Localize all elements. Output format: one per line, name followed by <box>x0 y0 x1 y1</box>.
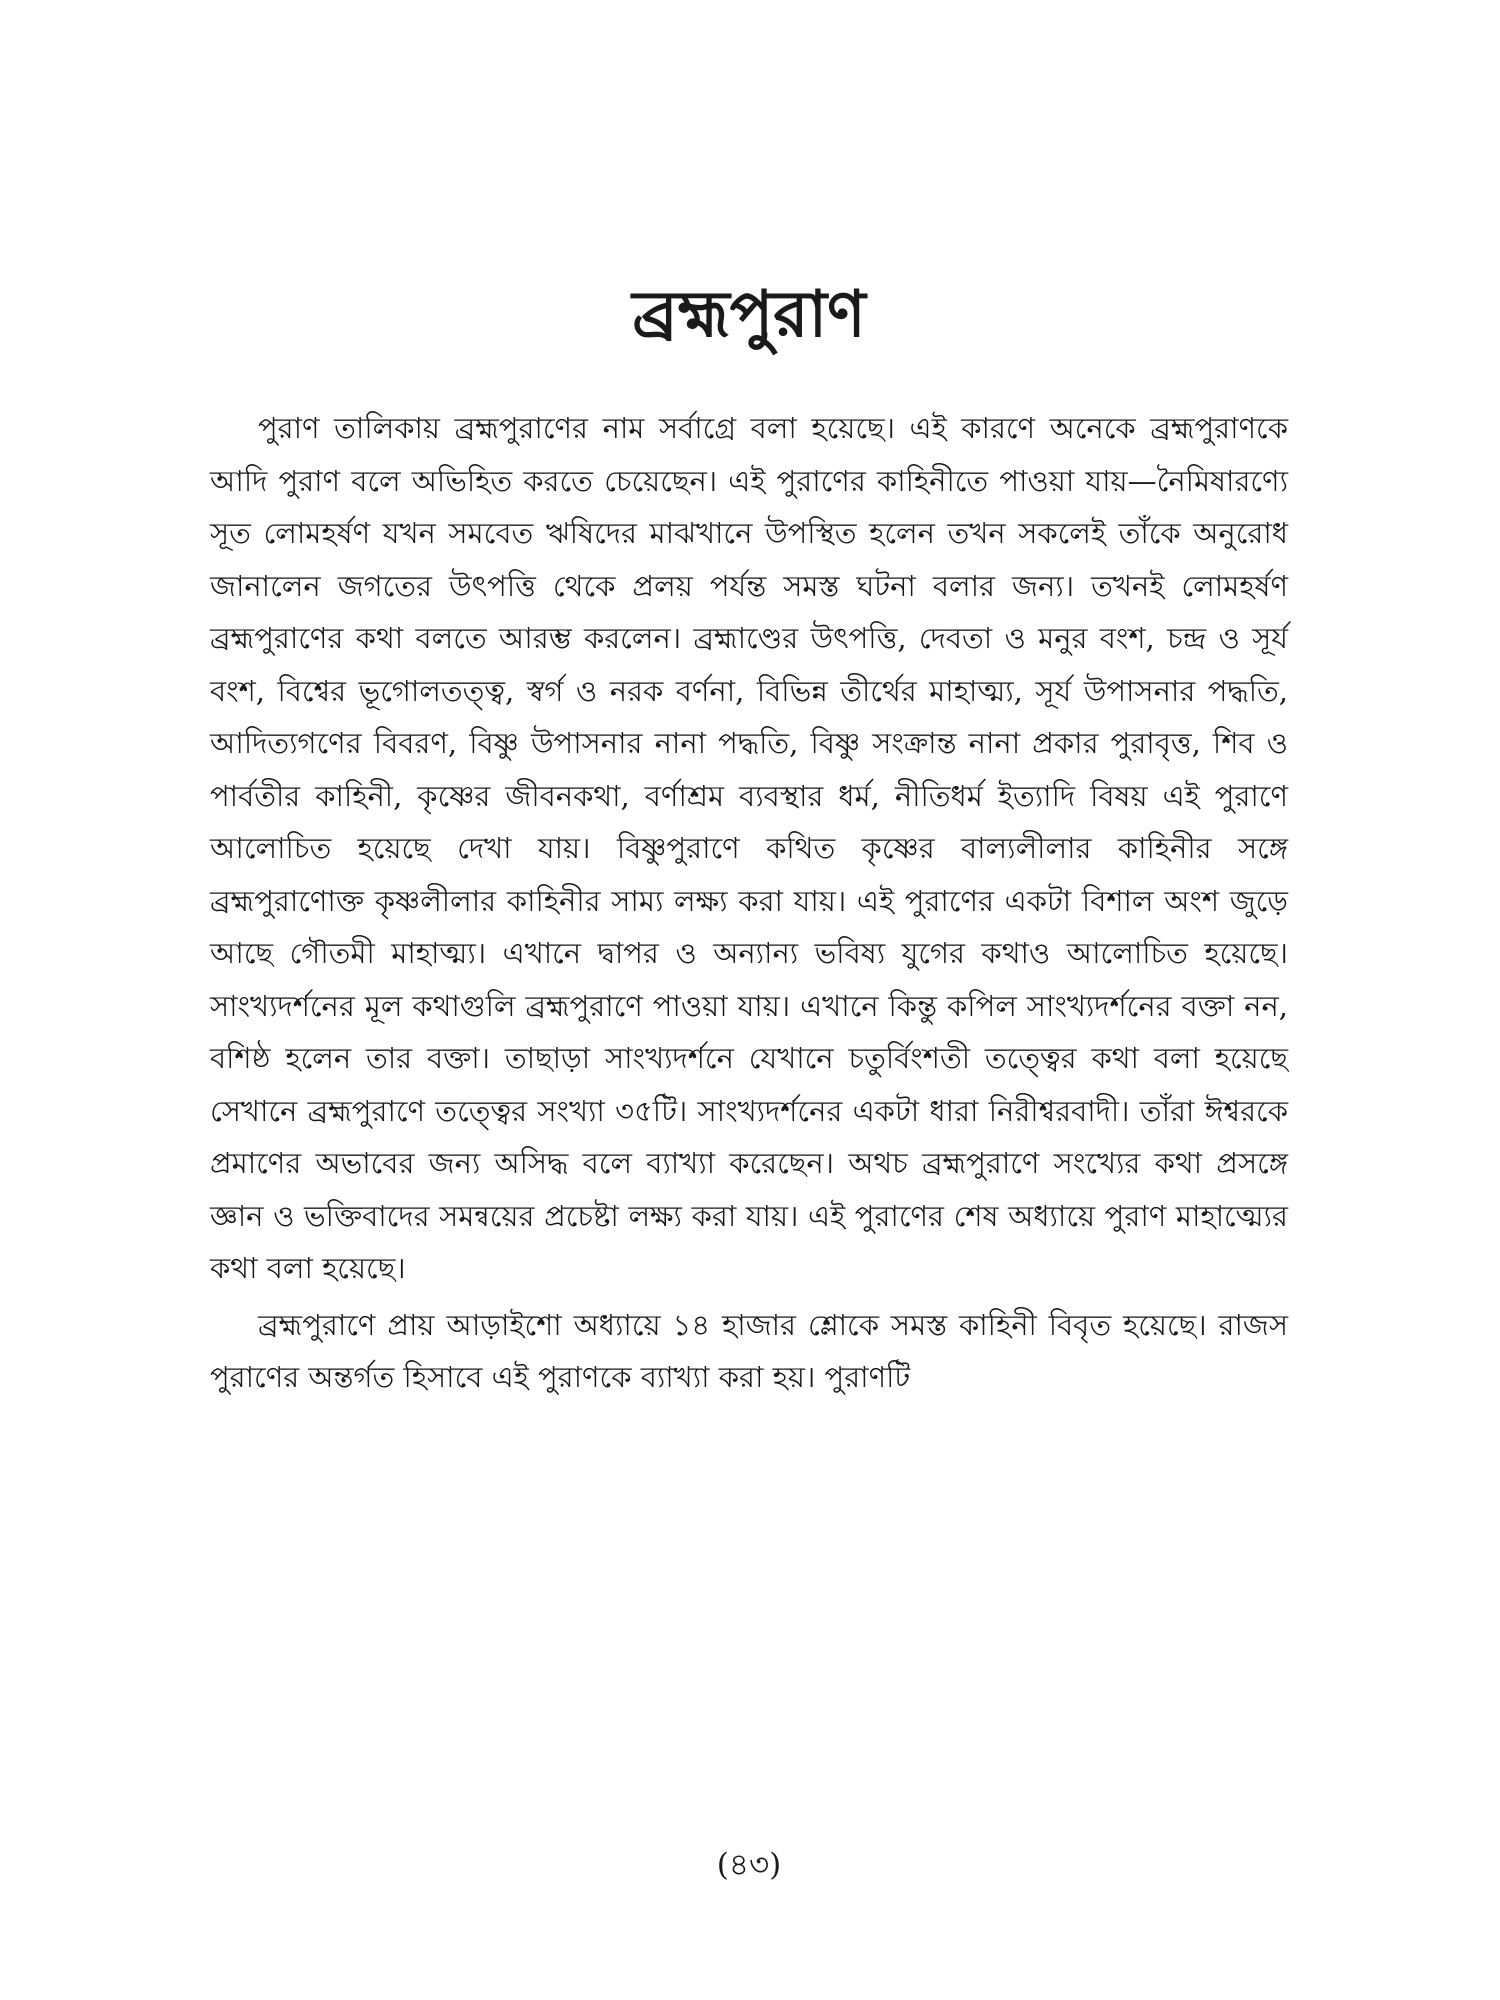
book-page <box>210 0 1288 2000</box>
page-number: (৪৩) <box>716 1847 782 1883</box>
paragraph-2: ব্রহ্মপুরাণে প্রায় আড়াইশো অধ্যায়ে ১৪ হাজার শ্লোকে সমস্ত কাহিনী বিবৃত হয়েছে। রাজস পুরাণের অন্তর্গত হিসাবে এই পুরাণকে ব্যাখ্যা করা হয়। পুরাণটি <box>210 1307 1288 1394</box>
body-text <box>210 402 1288 1404</box>
chapter-title: ব্রহ্মপুরাণ <box>632 277 866 352</box>
paragraph-1: পুরাণ তালিকায় ব্রহ্মপুরাণের নাম সর্বাগ্রে বলা হয়েছে। এই কারণে অনেকে ব্রহ্মপুরাণকে আদি পুরাণ বলে অভিহিত করতে চেয়েছেন। এই পুরাণের কাহিনীতে পাওয়া যায়—নৈমিষারণ্যে সূত লোমহর্ষণ যখন সমবেত ঋষিদের মাঝখানে উপস্থিত হলেন তখন সকলেই তাঁকে অনুরোধ জানালেন জগতের উৎপত্তি থেকে প্রলয় পর্যন্ত সমস্ত ঘটনা বলার জন্য। তখনই লোমহর্ষণ ব্রহ্মপুরাণের কথা বলতে আরম্ভ করলেন। ব্রহ্মাণ্ডের উৎপত্তি, দেবতা ও মনুর বংশ, চন্দ্র ও সূর্য বংশ, বিশ্বের ভূগোলতত্ত্ব, স্বর্গ ও নরক বর্ণনা, বিভিন্ন তীর্থের মাহাত্ম্য, সূর্য উপাসনার পদ্ধতি, আদিত্যগণের বিবরণ, বিষ্ণু উপাসনার নানা পদ্ধতি, বিষ্ণু সংক্রান্ত নানা প্রকার পুরাবৃত্ত, শিব ও পার্বতীর কাহিনী, কৃষ্ণের জীবনকথা, বর্ণাশ্রম ব্যবস্থার ধর্ম, নীতিধর্ম ইত্যাদি বিষয় এই পুরাণে আলোচিত হয়েছে দেখা যায়। বিষ্ণুপুরাণে কথিত কৃষ্ণের বাল্যলীলার কাহিনীর সঙ্গে ব্রহ্মপুরাণোক্ত কৃষ্ণলীলার কাহিনীর সাম্য লক্ষ্য করা যায়। এই পুরাণের একটা বিশাল অংশ জুড়ে আছে গৌতমী মাহাত্ম্য। এখানে দ্বাপর ও অন্যান্য ভবিষ্য যুগের কথাও আলোচিত হয়েছে। সাংখ্যদর্শনের মূল কথাগুলি ব্রহ্মপুরাণে পাওয়া যায়। এখানে কিন্তু কপিল সাংখ্যদর্শনের বক্তা নন, বশিষ্ঠ হলেন তার বক্তা। তাছাড়া সাংখ্যদর্শনে যেখানে চতুর্বিংশতী তত্ত্বের কথা বলা হয়েছে সেখানে ব্রহ্মপুরাণে তত্ত্বের সংখ্যা ৩৫টি। সাংখ্যদর্শনের একটা ধারা নিরীশ্বরবাদী। তাঁরা ঈশ্বরকে প্রমাণের অভাবের জন্য অসিদ্ধ বলে ব্যাখ্যা করেছেন। অথচ ব্রহ্মপুরাণে সংখ্যের কথা প্রসঙ্গে জ্ঞান ও ভক্তিবাদের সমন্বয়ের প্রচেষ্টা লক্ষ্য করা যায়। এই পুরাণের শেষ অধ্যায়ে পুরাণ মাহাত্ম্যের কথা বলা হয়েছে। <box>210 411 1288 1285</box>
